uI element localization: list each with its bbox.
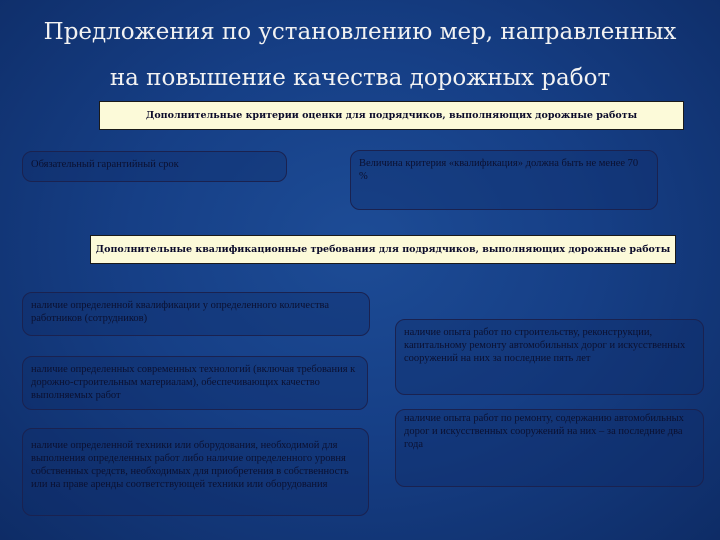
banner-requirements: Дополнительные квалификационные требования для подрядчиков, выполняющих дорожные работы (90, 235, 676, 264)
slide-title-line-1: Предложения по установлению мер, направленных (43, 19, 677, 45)
banner-criteria: Дополнительные критерии оценки для подрядчиков, выполняющих дорожные работы (99, 101, 684, 130)
requirement-box-construction-experience: наличие опыта работ по строительству, реконструкции, капитальному ремонту автомобильных дорог и искусственных сооружений на них за последние пять лет (395, 319, 704, 395)
slide-title-line-2: на повышение качества дорожных работ (109, 65, 611, 91)
requirement-box-staff: наличие определенной квалификации у определенного количества работников (сотрудников) (22, 292, 370, 336)
requirement-box-repair-experience: наличие опыта работ по ремонту, содержанию автомобильных дорог и искусственных сооружений на них – за последние два года (395, 409, 704, 487)
requirement-box-equipment: наличие определенной техники или оборудования, необходимой для выполнения определенных работ либо наличие определенного уровня собственных средств, необходимых для приобретения в собственность или на праве аренды соответствующей техники или оборудования (22, 428, 369, 516)
criteria-box-warranty: Обязательный гарантийный срок (22, 151, 287, 182)
requirement-box-technologies: наличие определенных современных технологий (включая требования к дорожно-строительным материалам), обеспечивающих качество выполняемых работ (22, 356, 368, 410)
criteria-box-qualification: Величина критерия «квалификация» должна быть не менее 70 % (350, 150, 658, 210)
